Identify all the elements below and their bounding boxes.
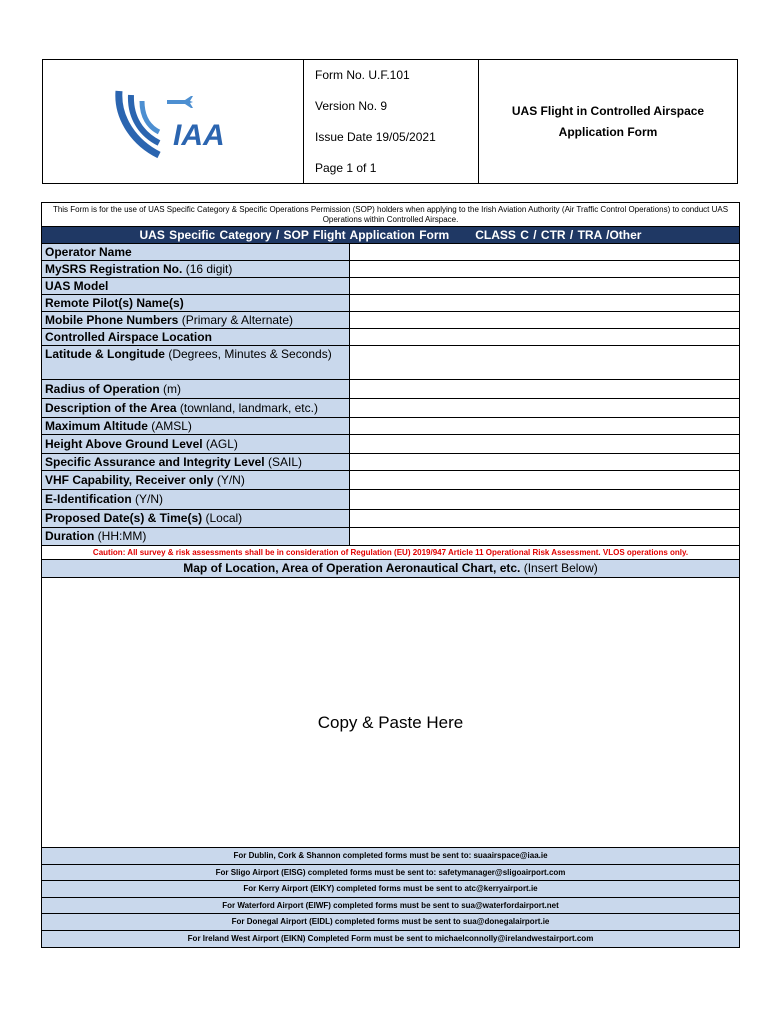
mysrs-registration-input[interactable] xyxy=(350,261,739,277)
field-label: UAS Model xyxy=(42,278,350,294)
field-row-duration xyxy=(42,528,739,546)
e-identification-input[interactable] xyxy=(350,490,739,509)
field-label: Mobile Phone Numbers (Primary & Alternate) xyxy=(42,312,350,328)
send-to-row: For Waterford Airport (EIWF) completed forms must be sent to sua@waterfordairport.net xyxy=(42,898,739,915)
vhf-input[interactable] xyxy=(350,471,739,489)
field-row-radius xyxy=(42,380,739,399)
height-agl-input[interactable] xyxy=(350,435,739,453)
map-paste-area[interactable] xyxy=(42,578,739,848)
field-label: Latitude & Longitude (Degrees, Minutes & Seconds) xyxy=(42,346,350,379)
uas-model-input[interactable] xyxy=(350,278,739,294)
send-to-row: For Sligo Airport (EISG) completed forms must be sent to: safetymanager@sligoairport.com xyxy=(42,865,739,882)
send-to-row: For Ireland West Airport (EIKN) Completed Form must be sent to michaelconnolly@irelandwestairport.com xyxy=(42,931,739,948)
form-title xyxy=(479,60,737,183)
lat-long-input[interactable] xyxy=(350,346,739,379)
form-title-line2: Application Form xyxy=(558,124,658,139)
field-label: E-Identification (Y/N) xyxy=(42,490,350,509)
iaa-logo xyxy=(113,87,243,162)
radius-input[interactable] xyxy=(350,380,739,398)
field-row-mysrs-registration xyxy=(42,261,739,278)
mobile-phone-input[interactable] xyxy=(350,312,739,328)
field-label: VHF Capability, Receiver only (Y/N) xyxy=(42,471,350,489)
map-heading-title: Map of Location, Area of Operation Aeronautical Chart, etc. xyxy=(183,561,521,575)
field-label: Remote Pilot(s) Name(s) xyxy=(42,295,350,311)
field-label: Operator Name xyxy=(42,244,350,260)
logo-text: IAA xyxy=(173,119,225,152)
field-label: Description of the Area (townland, landmark, etc.) xyxy=(42,399,350,417)
issue-date: Issue Date 19/05/2021 xyxy=(315,130,436,144)
area-description-input[interactable] xyxy=(350,399,739,417)
section-title: UAS Specific Category / SOP Flight Application Form xyxy=(139,228,450,242)
form-meta xyxy=(304,60,479,183)
proposed-date-input[interactable] xyxy=(350,510,739,527)
field-label: Radius of Operation (m) xyxy=(42,380,350,398)
map-heading xyxy=(42,560,739,578)
field-label: Controlled Airspace Location xyxy=(42,329,350,345)
logo-cell xyxy=(43,60,304,183)
field-row-area-description xyxy=(42,399,739,418)
intro-text: This Form is for the use of UAS Specific Category & Specific Operations Permission (SOP) holders when applying to the Irish Aviation Authority (Air Traffic Control Operations) to conduct UAS Operations within Controlled Airspace. xyxy=(42,203,739,227)
operator-name-input[interactable] xyxy=(350,244,739,260)
page-number: Page 1 of 1 xyxy=(315,161,377,175)
max-altitude-input[interactable] xyxy=(350,418,739,434)
form-header xyxy=(42,59,738,184)
field-label: Height Above Ground Level (AGL) xyxy=(42,435,350,453)
field-label: Specific Assurance and Integrity Level (SAIL) xyxy=(42,454,350,470)
field-row-e-identification xyxy=(42,490,739,510)
field-label: Duration (HH:MM) xyxy=(42,528,350,545)
field-row-height-agl xyxy=(42,435,739,454)
field-label: Proposed Date(s) & Time(s) (Local) xyxy=(42,510,350,527)
send-to-row: For Dublin, Cork & Shannon completed forms must be sent to: suaairspace@iaa.ie xyxy=(42,848,739,865)
section-classes: CLASS C / CTR / TRA /Other xyxy=(475,228,642,242)
form-number: Form No. U.F.101 xyxy=(315,68,410,82)
field-row-airspace-location xyxy=(42,329,739,346)
version-number: Version No. 9 xyxy=(315,99,388,113)
map-placeholder: Copy & Paste Here xyxy=(317,712,464,732)
field-label: MySRS Registration No. (16 digit) xyxy=(42,261,350,277)
sail-input[interactable] xyxy=(350,454,739,470)
section-heading xyxy=(42,227,739,244)
field-row-mobile-phone xyxy=(42,312,739,329)
send-to-row: For Donegal Airport (EIDL) completed forms must be sent to sua@donegalairport.ie xyxy=(42,914,739,931)
airspace-location-input[interactable] xyxy=(350,329,739,345)
field-row-remote-pilot xyxy=(42,295,739,312)
field-row-sail xyxy=(42,454,739,471)
duration-input[interactable] xyxy=(350,528,739,545)
send-to-row: For Kerry Airport (EIKY) completed forms must be sent to atc@kerryairport.ie xyxy=(42,881,739,898)
field-row-vhf xyxy=(42,471,739,490)
remote-pilot-input[interactable] xyxy=(350,295,739,311)
application-form xyxy=(41,202,740,948)
map-heading-note: (Insert Below) xyxy=(520,561,598,575)
field-row-operator-name xyxy=(42,244,739,261)
field-row-lat-long xyxy=(42,346,739,380)
field-row-proposed-date xyxy=(42,510,739,528)
field-row-max-altitude xyxy=(42,418,739,435)
field-row-uas-model xyxy=(42,278,739,295)
caution-note: Caution: All survey & risk assessments shall be in consideration of Regulation (EU) 2019/947 Article 11 Operational Risk Assessment. VLOS operations only. xyxy=(42,546,739,560)
form-title-line1: UAS Flight in Controlled Airspace xyxy=(511,103,705,118)
field-label: Maximum Altitude (AMSL) xyxy=(42,418,350,434)
